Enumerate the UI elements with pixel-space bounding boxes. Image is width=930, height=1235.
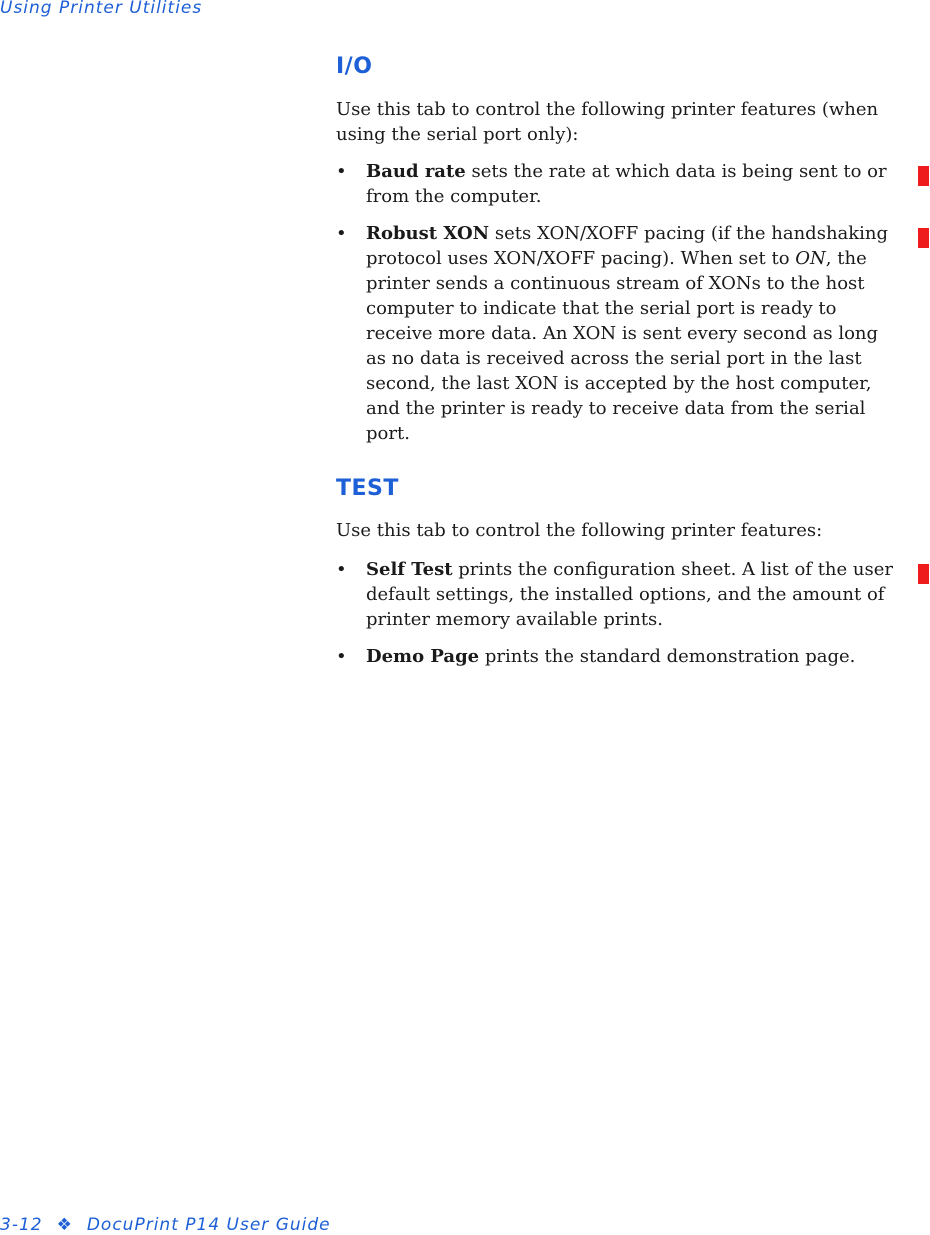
bullet-robust-xon [336,221,898,446]
section-heading-io: I/O [336,54,373,79]
footer-separator-icon: ❖ [56,1215,73,1235]
bullet-demo-page [336,644,898,669]
bullet-description: sets XON/XOFF pacing (if the handshaking protocol uses XON/XOFF pacing). When set to [366,223,889,269]
bullet-self-test [336,557,898,632]
bullet-description: prints the standard demonstration page. [479,646,856,667]
bullet-marker: • [336,161,347,182]
bullet-baud-rate [336,159,898,209]
bullet-marker: • [336,223,347,244]
test-intro-text: Use this tab to control the following printer features: [336,520,823,541]
footer-guide-title: DocuPrint P14 User Guide [86,1215,331,1235]
change-bar [918,166,929,186]
running-footer [0,1215,331,1235]
bullet-term: Demo Page [366,646,480,667]
bullet-italic-value: ON [795,248,826,269]
bullet-description: sets the rate at which data is being sent to or from the computer. [366,161,887,207]
bullet-term: Robust XON [366,223,490,244]
footer-page-number: 3-12 [0,1215,43,1235]
bullet-term: Self Test [366,559,453,580]
bullet-term: Baud rate [366,161,466,182]
change-bar [918,564,929,584]
bullet-content [366,644,898,669]
bullet-description-continued: , the printer sends a continuous stream of XONs to the host computer to indicate that the serial port is ready to receive more data. An XON is sent every second as long as no data is received across the serial port in the last second, the last XON is accepted by the host computer, and the printer is ready to receive data from the serial port. [366,248,879,444]
bullet-description: prints the configuration sheet. A list of the user default settings, the installed options, and the amount of printer memory available prints. [366,559,893,630]
io-intro-text: Use this tab to control the following printer features (when using the serial port only): [336,99,879,145]
change-bar [918,228,929,248]
running-header: Using Printer Utilities [0,0,203,18]
bullet-marker: • [336,646,347,667]
section-heading-test: TEST [336,476,399,501]
bullet-content [366,159,898,209]
bullet-content [366,221,898,446]
bullet-marker: • [336,559,347,580]
bullet-content [366,557,898,632]
